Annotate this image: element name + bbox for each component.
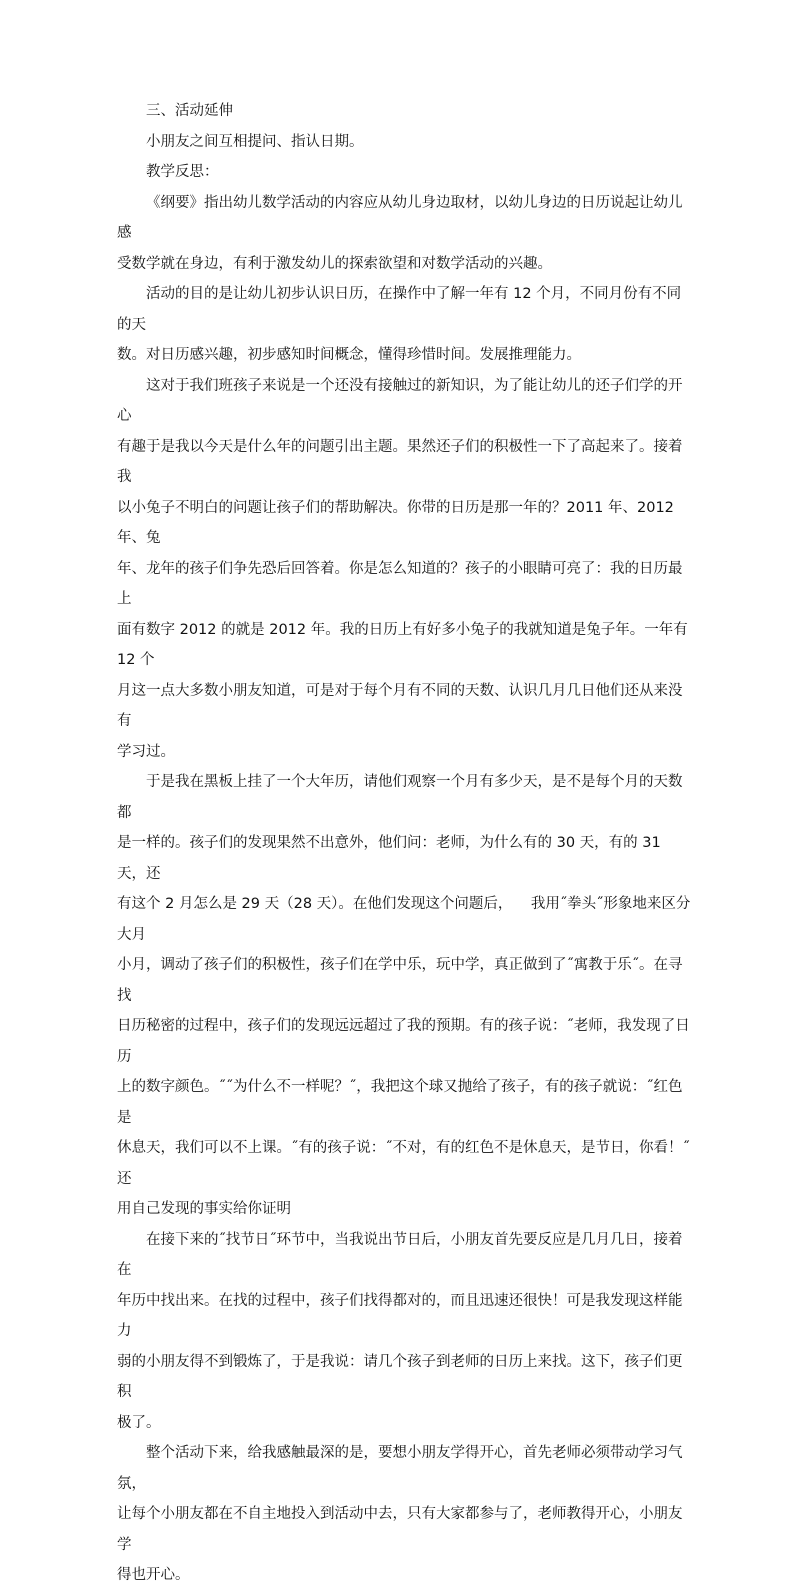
paragraph-6 (117, 1438, 692, 1591)
paragraph-line: 活动的目的是让幼儿初步认识日历，在操作中了解一年有 12 个月，不同月份有不同的天 (117, 286, 682, 333)
paragraph-line: 弱的小朋友得不到锻炼了，于是我说：请几个孩子到老师的日历上来找。这下，孩子们更积 (117, 1353, 683, 1400)
paragraph-line: 有这个 2 月怎么是 29 天（28 天）。在他们发现这个问题后， 我用˝拳头˝形象地来区分大月 (117, 896, 691, 943)
paragraph-line: 受数学就在身边，有利于激发幼儿的探索欲望和对数学活动的兴趣。 (117, 255, 552, 272)
extension-text: 小朋友之间互相提问、指认日期。 (146, 133, 364, 150)
paragraph-line: 面有数字 2012 的就是 2012 年。我的日历上有好多小兔子的我就知道是兔子年。一年有 12 个 (117, 621, 693, 668)
paragraph-line: 得也开心。 (117, 1567, 190, 1583)
paragraph-line: 学习过。 (117, 743, 175, 760)
paragraph-line: 上的数字颜色。˝˝为什么不一样呢？˝，我把这个球又抛给了孩子，有的孩子就说：˝红色是 (117, 1079, 683, 1126)
paragraph-line: 让每个小朋友都在不自主地投入到活动中去，只有大家都参与了，老师教得开心，小朋友学 (117, 1506, 683, 1553)
paragraph-line: 以小兔子不明白的问题让孩子们的帮助解决。你带的日历是那一年的？2011 年、2012 年、兔 (117, 499, 679, 546)
paragraph-5 (117, 1225, 692, 1439)
document-body (117, 96, 692, 1591)
paragraph-line: 整个活动下来，给我感触最深的是，要想小朋友学得开心，首先老师必须带动学习气氛， (117, 1445, 683, 1492)
paragraph-4 (117, 767, 692, 1225)
reflection-heading: 教学反思： (146, 164, 219, 180)
paragraph-line: 年、龙年的孩子们争先恐后回答着。你是怎么知道的？孩子的小眼睛可亮了：我的日历最上 (117, 560, 683, 607)
paragraph-line: 极了。 (117, 1414, 161, 1431)
paragraph-line: 在接下来的˝找节日˝环节中，当我说出节日后，小朋友首先要反应是几月几日，接着在 (117, 1231, 683, 1278)
paragraph-line: 数。对日历感兴趣，初步感知时间概念，懂得珍惜时间。发展推理能力。 (117, 347, 581, 363)
paragraph-line: 休息天，我们可以不上课。˝有的孩子说：˝不对，有的红色不是休息天，是节日，你看！˝还 (117, 1140, 690, 1187)
paragraph-line: 《纲要》指出幼儿数学活动的内容应从幼儿身边取材，以幼儿身边的日历说起让幼儿感 (117, 194, 683, 241)
paragraph-line: 用自己发现的事实给你证明 (117, 1201, 291, 1217)
paragraph-1 (117, 188, 692, 280)
paragraph-line: 日历秘密的过程中，孩子们的发现远远超过了我的预期。有的孩子说：˝老师，我发现了日历 (117, 1018, 690, 1065)
paragraph-line: 于是我在黑板上挂了一个大年历，请他们观察一个月有多少天，是不是每个月的天数都 (117, 774, 683, 821)
paragraph-line: 有趣于是我以今天是什么年的问题引出主题。果然还子们的积极性一下了高起来了。接着我 (117, 438, 683, 485)
paragraph-line: 是一样的。孩子们的发现果然不出意外，他们问：老师，为什么有的 30 天，有的 31 天，还 (117, 835, 666, 882)
section-heading: 三、活动延伸 (146, 103, 233, 119)
paragraph-line: 小月，调动了孩子们的积极性，孩子们在学中乐，玩中学，真正做到了˝寓教于乐˝。在寻找 (117, 957, 683, 1004)
paragraph-2 (117, 279, 692, 371)
paragraph-line: 月这一点大多数小朋友知道，可是对于每个月有不同的天数、认识几月几日他们还从来没有 (117, 682, 683, 729)
paragraph-line: 年历中找出来。在找的过程中，孩子们找得都对的，而且迅速还很快！可是我发现这样能力 (117, 1292, 683, 1339)
paragraph-line: 这对于我们班孩子来说是一个还没有接触过的新知识，为了能让幼儿的还子们学的开心 (117, 377, 683, 424)
paragraph-3 (117, 371, 692, 768)
